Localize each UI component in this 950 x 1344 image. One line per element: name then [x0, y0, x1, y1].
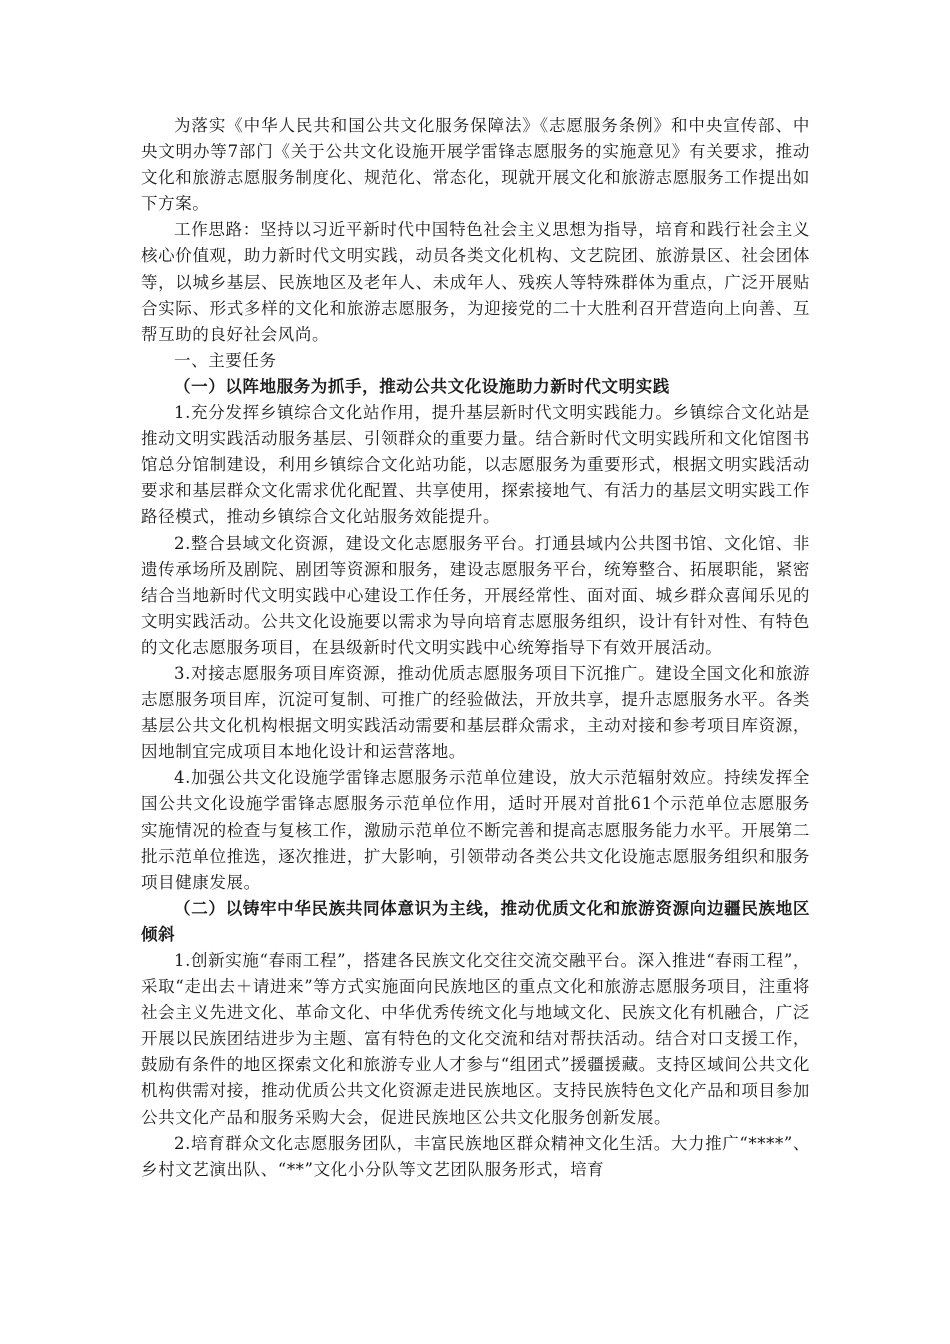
task-paragraph-1-3: 3.对接志愿服务项目库资源，推动优质志愿服务项目下沉推广。建设全国文化和旅游志愿服务项目库，沉淀可复制、可推广的经验做法，开放共享，提升志愿服务水平。各类基层公共文化机构根据文明实践活动需要和基层群众需求，主动对接和参考项目库资源，因地制宜完成项目本地化设计和运营落地。	[141, 663, 810, 762]
task-paragraph-1-1: 1.充分发挥乡镇综合文化站作用，提升基层新时代文明实践能力。乡镇综合文化站是推动文明实践活动服务基层、引领群众的重要力量。结合新时代文明实践所和文化馆图书馆总分馆制建设，利用乡镇综合文化站功能，以志愿服务为重要形式，根据文明实践活动要求和基层群众文化需求优化配置、共享使用，探索接地气、有活力的基层文明实践工作路径模式，推动乡镇综合文化站服务效能提升。	[141, 403, 810, 527]
task-paragraph-2-1: 1.创新实施“春雨工程”，搭建各民族文化交往交流交融平台。深入推进“春雨工程”，采取“走出去＋请进来”等方式实施面向民族地区的重点文化和旅游志愿服务项目，注重将社会主义先进文化、革命文化、中华优秀传统文化与地域文化、民族文化有机融合，广泛开展以民族团结进步为主题、富有特色的文化交流和结对帮扶活动。结合对口支援工作，鼓励有条件的地区探索文化和旅游专业人才参与“组团式”援疆援藏。支持区域间公共文化机构供需对接，推动优质公共文化资源走进民族地区。支持民族特色文化产品和项目参加公共文化产品和服务采购大会，促进民族地区公共文化服务创新发展。	[141, 951, 810, 1127]
task-paragraph-1-2: 2.整合县域文化资源，建设文化志愿服务平台。打通县域内公共图书馆、文化馆、非遗传承场所及剧院、剧团等资源和服务，建设志愿服务平台，统筹整合、拓展职能，紧密结合当地新时代文明实践中心建设工作任务，开展经常性、面对面、城乡群众喜闻乐见的文明实践活动。公共文化设施要以需求为导向培育志愿服务组织，设计有针对性、有特色的文化志愿服务项目，在县级新时代文明实践中心统筹指导下有效开展活动。	[141, 533, 810, 657]
intro-paragraph: 为落实《中华人民共和国公共文化服务保障法》《志愿服务条例》和中央宣传部、中央文明办等7部门《关于公共文化设施开展学雷锋志愿服务的实施意见》有关要求，推动文化和旅游志愿服务制度化、规范化、常态化，现就开展文化和旅游志愿服务工作提出如下方案。	[141, 116, 810, 214]
document-page	[141, 113, 810, 1183]
subsection-heading-2: （二）以铸牢中华民族共同体意识为主线，推动优质文化和旅游资源向边疆民族地区倾斜	[141, 898, 810, 944]
work-approach-paragraph: 工作思路：坚持以习近平新时代中国特色社会主义思想为指导，培育和践行社会主义核心价值观，助力新时代文明实践，动员各类文化机构、文艺院团、旅游景区、社会团体等，以城乡基层、民族地区及老年人、未成年人、残疾人等特殊群体为重点，广泛开展贴合实际、形式多样的文化和旅游志愿服务，为迎接党的二十大胜利召开营造向上向善、互帮互助的良好社会风尚。	[141, 220, 810, 344]
task-paragraph-2-2: 2.培育群众文化志愿服务团队，丰富民族地区群众精神文化生活。大力推广“****”、乡村文艺演出队、“**”文化小分队等文艺团队服务形式，培育	[141, 1133, 810, 1179]
subsection-heading-1: （一）以阵地服务为抓手，推动公共文化设施助力新时代文明实践	[174, 376, 670, 396]
task-paragraph-1-4: 4.加强公共文化设施学雷锋志愿服务示范单位建设，放大示范辐射效应。持续发挥全国公共文化设施学雷锋志愿服务示范单位作用，适时开展对首批61个示范单位志愿服务实施情况的检查与复核工作，激励示范单位不断完善和提高志愿服务能力水平。开展第二批示范单位推选，逐次推进，扩大影响，引领带动各类公共文化设施志愿服务组织和服务项目健康发展。	[141, 768, 810, 892]
section-heading-main-tasks: 一、主要任务	[174, 350, 277, 370]
